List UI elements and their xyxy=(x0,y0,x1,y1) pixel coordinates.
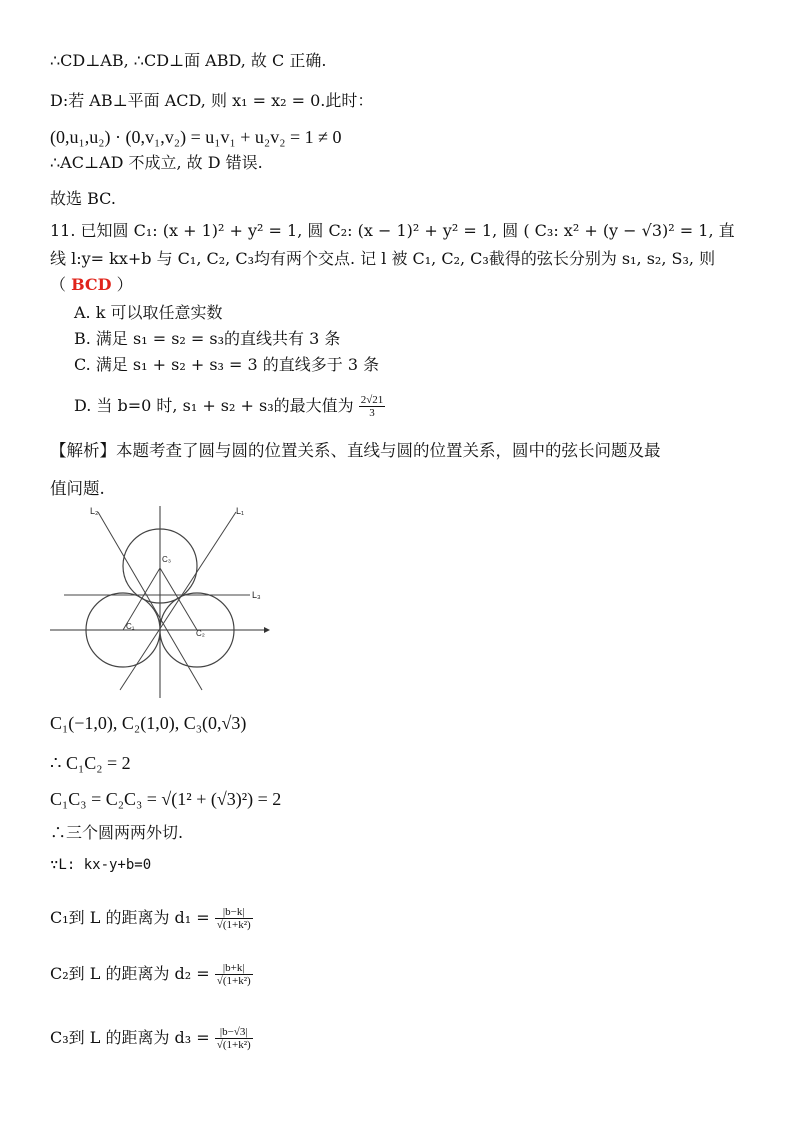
distance-d2: C₂到 L 的距离为 d₂ = $\frac{|b+k|}{\text{√(1+k²)}}$ xyxy=(50,962,251,987)
answer-badge: BCD xyxy=(71,275,112,294)
x-axis-arrow xyxy=(264,627,270,633)
option-a: A. k 可以取任意实数 xyxy=(74,303,223,322)
d3-fraction: $\frac{|b-√3|}{\text{√(1+k²)}}$ xyxy=(216,1026,251,1051)
dot-product-formula: (0,u₁,u₂) · (0,v₁,v₂) = u₁v₁ + u₂v₂ = 1 ≠ 0 xyxy=(50,127,342,147)
tangent-statement: ∴三个圆两两外切. xyxy=(50,823,184,842)
c1c3-formula: C₁C₃ = C₂C₃ = √(1² + (√3)²) = 2 xyxy=(50,789,282,809)
label-c1: C₁ xyxy=(126,622,135,631)
question-11-line-3: （ BCD ） xyxy=(50,275,133,294)
option-d: D. 当 b=0 时, s₁ + s₂ + s₃的最大值为 $\frac{2√21}{3}$ xyxy=(74,394,384,419)
analysis-line-2: 值问题. xyxy=(50,479,105,498)
text-line-option-d: D:若 AB⊥平面 ACD, 则 x₁ = x₂ = 0.此时： xyxy=(50,91,374,110)
circles-figure xyxy=(50,502,270,702)
question-11-line-1: 11. 已知圆 C₁: (x + 1)² + y² = 1, 圆 C₂: (x − 1)² + y² = 1, 圆 ( C₃: x² + (y − √3)² = 1, 直 xyxy=(50,221,735,240)
distance-d1: C₁到 L 的距离为 d₁ = $\frac{|b-k|}{\text{√(1+k²)}}$ xyxy=(50,906,251,931)
label-l1: L₁ xyxy=(236,506,245,516)
segment-c3-c1 xyxy=(123,568,160,630)
label-c2: C₂ xyxy=(196,629,205,638)
c1c2-formula: ∴ C₁C₂ = 2 xyxy=(50,753,131,773)
d1-fraction: $\frac{|b-k|}{\text{√(1+k²)}}$ xyxy=(216,906,251,931)
label-c3: C₃ xyxy=(162,555,172,564)
analysis-line-1: 【解析】本题考查了圆与圆的位置关系、直线与圆的位置关系，圆中的弦长问题及最 xyxy=(50,441,661,460)
line-equation: ∵L: kx-y+b=0 xyxy=(50,857,152,873)
centers-formula: C₁(−1,0), C₂(1,0), C₃(0,√3) xyxy=(50,713,247,733)
question-11-line-2: 线 l:y= kx+b 与 C₁, C₂, C₃均有两个交点. 记 l 被 C₁, C₂, C₃截得的弦长分别为 s₁, s₂, S₃, 则 xyxy=(50,249,716,268)
option-b: B. 满足 s₁ = s₂ = s₃的直线共有 3 条 xyxy=(74,329,341,348)
label-l2: L₂ xyxy=(90,506,99,516)
distance-d3: C₃到 L 的距离为 d₃ = $\frac{|b-√3|}{\text{√(1+k²)}}$ xyxy=(50,1026,251,1051)
d2-fraction: $\frac{|b+k|}{\text{√(1+k²)}}$ xyxy=(216,962,251,987)
line-l2 xyxy=(98,512,202,690)
text-line-d-wrong: ∴AC⊥AD 不成立, 故 D 错误. xyxy=(50,153,263,172)
text-line-answer-bc: 故选 BC. xyxy=(50,189,116,208)
option-c: C. 满足 s₁ + s₂ + s₃ = 3 的直线多于 3 条 xyxy=(74,355,380,374)
label-l3: L₃ xyxy=(252,590,261,600)
text-line-cd-perp: ∴CD⊥AB, ∴CD⊥面 ABD, 故 C 正确. xyxy=(50,51,327,70)
option-d-fraction: $\frac{2√21}{3}$ xyxy=(360,394,384,419)
line-l1 xyxy=(120,512,236,690)
